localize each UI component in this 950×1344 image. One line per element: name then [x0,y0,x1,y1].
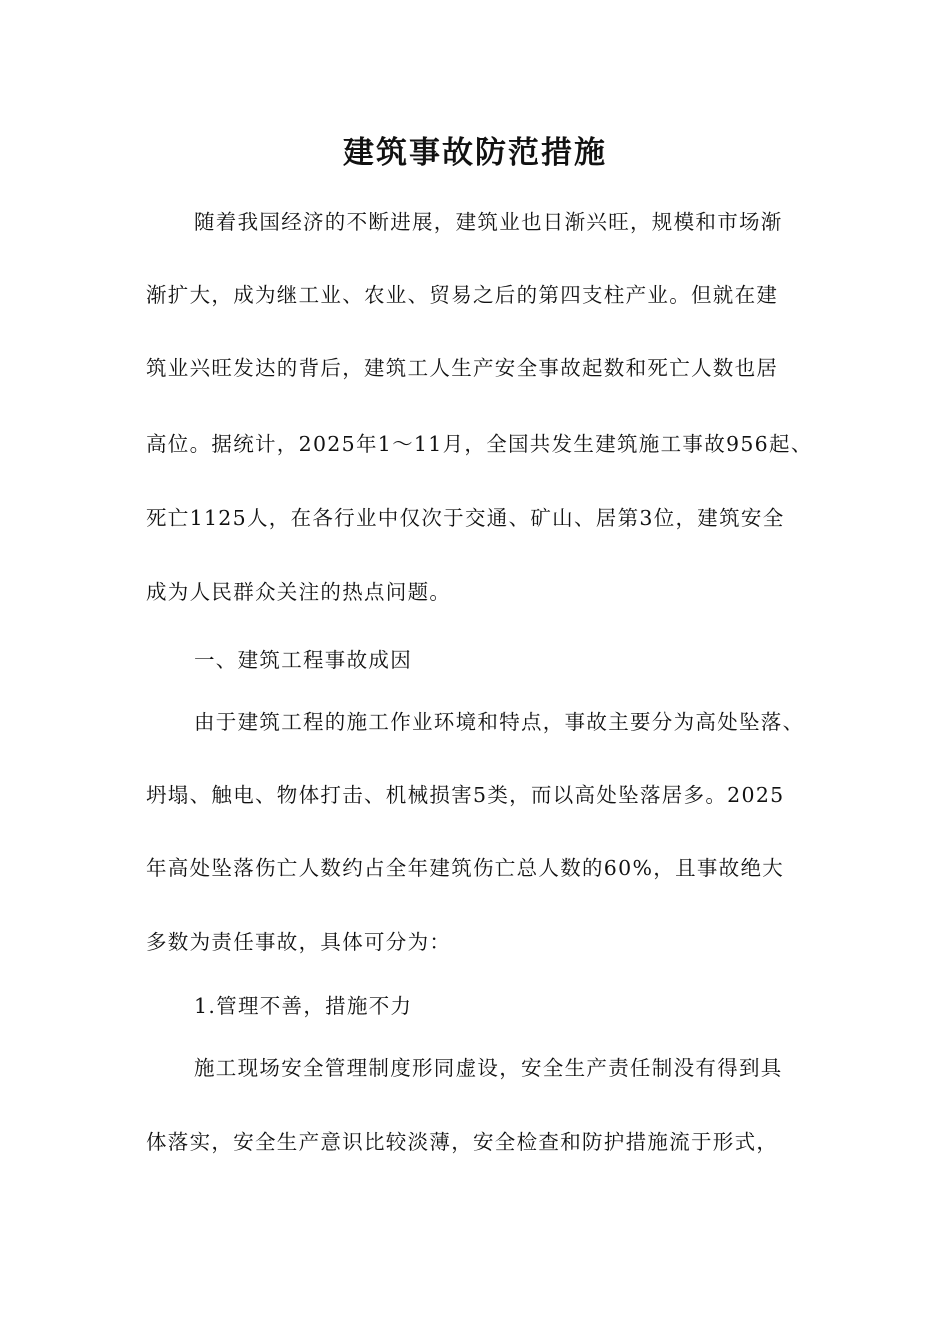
paragraph-1-line-6: 成为人民群众关注的热点问题。 [146,580,452,604]
paragraph-3-line-2: 体落实，安全生产意识比较淡薄，安全检查和防护措施流于形式， [146,1130,779,1154]
section-heading-1: 一、建筑工程事故成因 [194,648,412,672]
paragraph-2-line-3: 年高处坠落伤亡人数约占全年建筑伤亡总人数的60%，且事故绝大 [146,856,785,880]
paragraph-1-line-3: 筑业兴旺发达的背后，建筑工人生产安全事故起数和死亡人数也居 [146,356,779,380]
paragraph-1-line-2: 渐扩大，成为继工业、农业、贸易之后的第四支柱产业。但就在建 [146,283,779,307]
paragraph-1-line-1: 随着我国经济的不断进展，建筑业也日渐兴旺，规模和市场渐 [194,210,783,234]
document-title: 建筑事故防范措施 [343,135,607,171]
paragraph-2-line-4: 多数为责任事故，具体可分为： [146,930,452,954]
subsection-heading-1: 1.管理不善，措施不力 [194,994,413,1018]
paragraph-3-line-1: 施工现场安全管理制度形同虚设，安全生产责任制没有得到具 [194,1056,783,1080]
paragraph-2-line-2: 坍塌、触电、物体打击、机械损害5类，而以高处坠落居多。2025 [146,783,785,807]
paragraph-1-line-5: 死亡1125人，在各行业中仅次于交通、矿山、居第3位，建筑安全 [146,506,785,530]
paragraph-2-line-1: 由于建筑工程的施工作业环境和特点，事故主要分为高处坠落、 [194,710,805,734]
paragraph-1-line-4: 高位。据统计，2025年1～11月，全国共发生建筑施工事故956起、 [146,432,813,456]
